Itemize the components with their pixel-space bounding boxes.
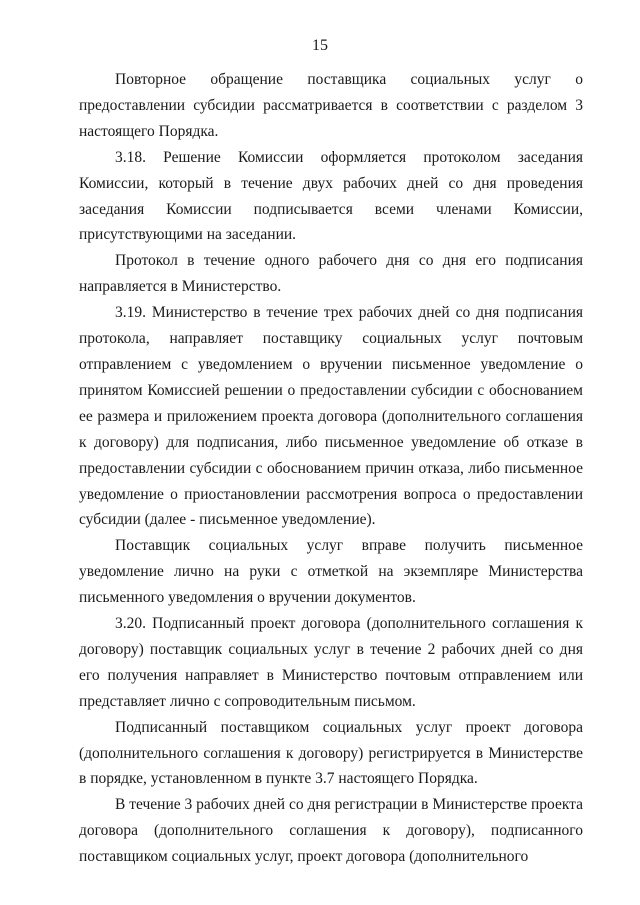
paragraph-repeat-application: Повторное обращение поставщика социальных услуг о предоставлении субсидии рассматривается в соответствии с разделом 3 настоящего Порядка. — [79, 71, 583, 140]
paragraph-personal-receipt: Поставщик социальных услуг вправе получить письменное уведомление лично на руки с отметкой на экземпляре Министерства письменного уведомления о вручении документов. — [79, 537, 583, 607]
paragraph-3-20: 3.20. Подписанный проект договора (дополнительного соглашения к договору) поставщик социальных услуг в течение 2 рабочих дней со дня его получения направляет в Министерство почтовым отправлением или представляет лично с сопроводительным письмом. — [79, 615, 583, 710]
paragraph-3-18: 3.18. Решение Комиссии оформляется протоколом заседания Комиссии, который в течение двух рабочих дней со дня проведения заседания Комиссии подписывается всеми членами Комиссии, присутствующими на заседании. — [79, 148, 583, 244]
paragraph-protocol-sent: Протокол в течение одного рабочего дня со дня его подписания направляется в Министерство. — [79, 252, 583, 296]
document-body — [79, 67, 583, 870]
paragraph-3-19: 3.19. Министерство в течение трех рабочих дней со дня подписания протокола, направляет поставщику социальных услуг почтовым отправлением с уведомлением о вручении письменное уведомление о принятом Комиссией решении о предоставлении субсидии с обоснованием ее размера и приложением проекта договора (дополнительного соглашения к договору) для подписания, либо письменное уведомление об отказе в предоставлении субсидии с обоснованием причин отказа, либо письменное уведомление о приостановлении рассмотрения вопроса о предоставлении субсидии (далее - письменное уведомление). — [79, 304, 583, 529]
page-number: 15 — [312, 37, 328, 54]
paragraph-registration: Подписанный поставщиком социальных услуг проект договора (дополнительного соглашения к договору) регистрируется в Министерстве в порядке, установленном в пункте 3.7 настоящего Порядка. — [79, 718, 583, 788]
paragraph-within-3-days: В течение 3 рабочих дней со дня регистрации в Министерстве проекта договора (дополнительного соглашения к договору), подписанного поставщиком социальных услуг, проект договора (дополнительного — [79, 796, 583, 866]
